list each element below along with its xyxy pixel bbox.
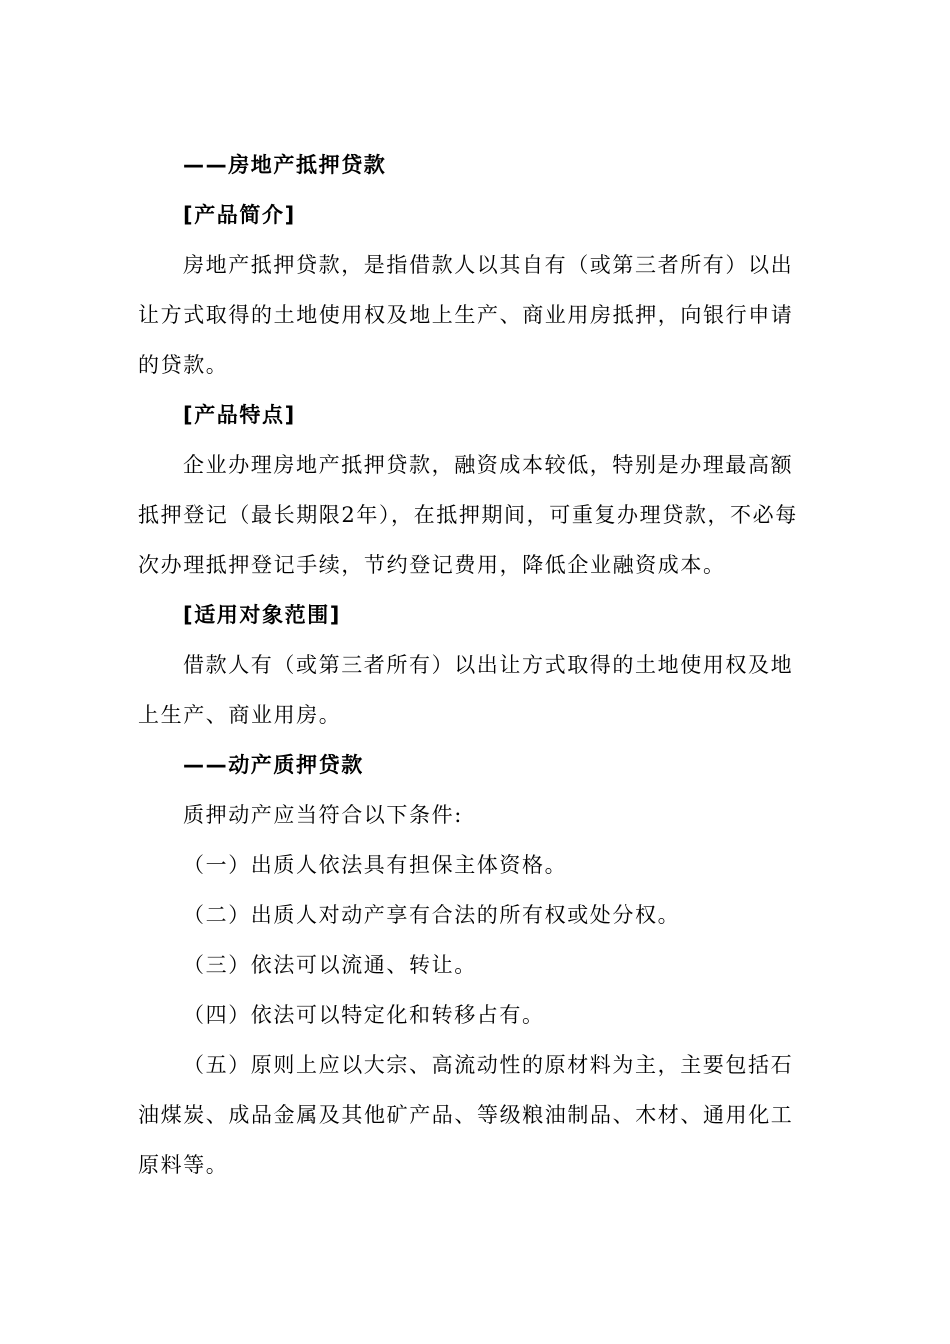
pledge-condition-2: （二）出质人对动产享有合法的所有权或处分权。 [183, 903, 681, 927]
applicable-scope-paragraph: 借款人有（或第三者所有）以出让方式取得的土地使用权及地上生产、商业用房。 [138, 653, 794, 727]
product-features-title: [产品特点] [183, 403, 296, 427]
pledge-condition-4: （四）依法可以特定化和转移占有。 [183, 1003, 545, 1027]
pledge-condition-5: （五）原则上应以大宗、高流动性的原材料为主，主要包括石油煤炭、成品金属及其他矿产品、等级粮油制品、木材、通用化工原料等。 [138, 1053, 794, 1177]
section-heading-movable-pledge: ——动产质押贷款 [183, 753, 364, 777]
product-intro-paragraph: 房地产抵押贷款，是指借款人以其自有（或第三者所有）以出让方式取得的土地使用权及地上生产、商业用房抵押，向银行申请的贷款。 [138, 253, 794, 377]
applicable-scope-title: [适用对象范围] [183, 603, 341, 627]
section-heading-real-estate-mortgage: ——房地产抵押贷款 [183, 153, 387, 177]
pledge-condition-1: （一）出质人依法具有担保主体资格。 [183, 853, 568, 877]
product-features-paragraph: 企业办理房地产抵押贷款，融资成本较低，特别是办理最高额抵押登记（最长期限2年），在抵押期间，可重复办理贷款，不必每次办理抵押登记手续，节约登记费用，降低企业融资成本。 [138, 453, 798, 577]
pledge-condition-3: （三）依法可以流通、转让。 [183, 953, 477, 977]
pledge-conditions-intro: 质押动产应当符合以下条件: [183, 803, 463, 827]
product-intro-title: [产品简介] [183, 203, 296, 227]
document-body [138, 140, 814, 1190]
